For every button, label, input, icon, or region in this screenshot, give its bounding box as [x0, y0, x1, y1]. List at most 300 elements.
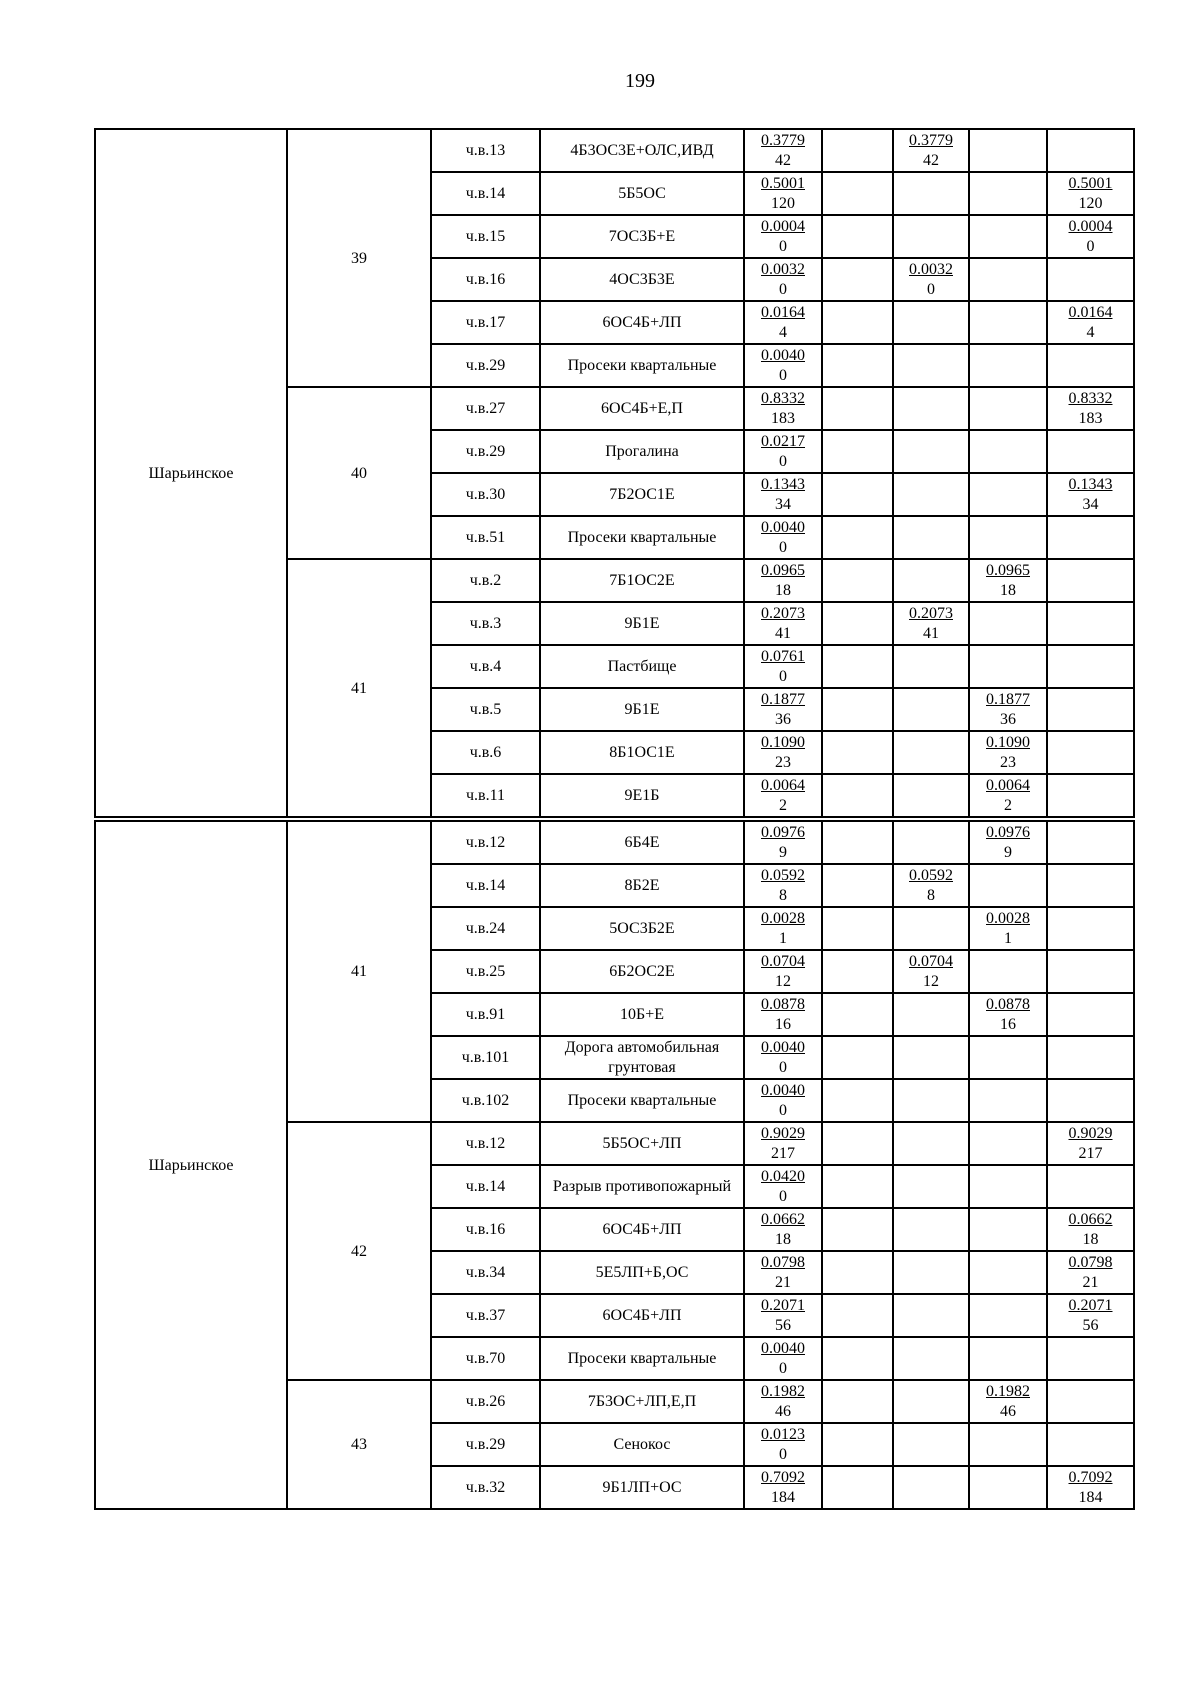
value-cell-c1: [744, 1380, 822, 1423]
fraction-value: [761, 217, 805, 257]
value-cell-c3: [893, 1466, 969, 1509]
description-cell: [540, 473, 744, 516]
volume-value: 120: [771, 194, 795, 212]
kvartal-cell: 41: [287, 821, 431, 1122]
area-value: 0.0965: [761, 561, 805, 579]
description-text: 6Б4Е: [624, 834, 660, 851]
fraction-value: [761, 346, 805, 386]
vydel-cell: ч.в.25: [431, 950, 540, 993]
description-cell: [540, 1423, 744, 1466]
value-cell-c3: [893, 1294, 969, 1337]
area-value: 0.0878: [761, 995, 805, 1013]
value-cell-c3: [893, 516, 969, 559]
value-cell-c5: [1047, 1380, 1134, 1423]
volume-value: 36: [1000, 710, 1016, 728]
value-cell-c5: [1047, 344, 1134, 387]
description-text: Просеки квартальные: [567, 1350, 717, 1367]
volume-value: 56: [1082, 1316, 1099, 1334]
vydel-cell: ч.в.2: [431, 559, 540, 602]
volume-value: 34: [1082, 495, 1099, 513]
value-cell-c4: [969, 258, 1047, 301]
value-cell-c5: [1047, 301, 1134, 344]
vydel-cell: ч.в.29: [431, 344, 540, 387]
volume-value: 184: [771, 1488, 795, 1506]
area-value: 0.0662: [761, 1210, 805, 1228]
kvartal-cell: 43: [287, 1380, 431, 1509]
value-cell-c3: [893, 602, 969, 645]
area-value: 0.1982: [986, 1382, 1030, 1400]
description-text: 9Е1Б: [624, 787, 660, 804]
area-value: 0.0976: [761, 823, 805, 841]
description-cell: [540, 559, 744, 602]
fraction-value: [761, 952, 805, 992]
area-value: 0.8332: [1068, 389, 1113, 407]
value-cell-c3: [893, 344, 969, 387]
area-value: 0.7092: [761, 1468, 805, 1486]
value-cell-c5: [1047, 645, 1134, 688]
fraction-value: [909, 952, 953, 992]
fraction-value: [761, 561, 805, 601]
area-value: 0.0064: [986, 776, 1030, 794]
volume-value: 0: [779, 366, 787, 384]
description-text: 7Б3ОС+ЛП,Е,П: [587, 1393, 697, 1410]
fraction-value: [986, 995, 1030, 1035]
value-cell-c5: [1047, 559, 1134, 602]
fraction-value: [761, 1253, 805, 1293]
area-value: 0.0965: [986, 561, 1030, 579]
value-cell-c2: [822, 731, 893, 774]
value-cell-c5: [1047, 774, 1134, 817]
vydel-cell: ч.в.12: [431, 821, 540, 864]
area-value: 0.0420: [761, 1167, 805, 1185]
volume-value: 8: [779, 886, 787, 904]
vydel-cell: ч.в.14: [431, 864, 540, 907]
value-cell-c2: [822, 821, 893, 864]
value-cell-c4: [969, 1251, 1047, 1294]
description-text: 5Е5ЛП+Б,ОС: [595, 1264, 689, 1281]
vydel-cell: ч.в.26: [431, 1380, 540, 1423]
description-cell: [540, 258, 744, 301]
volume-value: 0: [779, 1445, 787, 1463]
fraction-value: [1069, 1296, 1113, 1336]
value-cell-c5: [1047, 129, 1134, 172]
fraction-value: [909, 866, 953, 906]
value-cell-c1: [744, 258, 822, 301]
value-cell-c1: [744, 344, 822, 387]
value-cell-c4: [969, 1165, 1047, 1208]
volume-value: 217: [771, 1144, 795, 1162]
fraction-value: [761, 1081, 805, 1121]
value-cell-c4: [969, 172, 1047, 215]
value-cell-c3: [893, 1079, 969, 1122]
description-cell: [540, 344, 744, 387]
value-cell-c3: [893, 1208, 969, 1251]
volume-value: 0: [779, 1359, 787, 1377]
volume-value: 46: [775, 1402, 791, 1420]
fraction-value: [761, 1038, 805, 1078]
value-cell-c5: [1047, 1165, 1134, 1208]
value-cell-c4: [969, 1079, 1047, 1122]
volume-value: 42: [923, 151, 939, 169]
value-cell-c3: [893, 258, 969, 301]
description-cell: [540, 688, 744, 731]
description-text: 8Б2Е: [624, 877, 660, 894]
value-cell-c3: [893, 864, 969, 907]
value-cell-c3: [893, 731, 969, 774]
kvartal-cell: 42: [287, 1122, 431, 1380]
value-cell-c1: [744, 1251, 822, 1294]
area-value: 0.2073: [909, 604, 953, 622]
value-cell-c3: [893, 172, 969, 215]
volume-value: 12: [775, 972, 791, 990]
description-text: 10Б+Е: [620, 1006, 664, 1023]
value-cell-c2: [822, 1036, 893, 1079]
area-value: 0.0064: [761, 776, 805, 794]
description-text: Сенокос: [613, 1436, 671, 1453]
value-cell-c1: [744, 1423, 822, 1466]
vydel-cell: ч.в.6: [431, 731, 540, 774]
vydel-cell: ч.в.13: [431, 129, 540, 172]
fraction-value: [761, 1339, 805, 1379]
vydel-cell: ч.в.12: [431, 1122, 540, 1165]
volume-value: 183: [1078, 409, 1103, 427]
value-cell-c5: [1047, 731, 1134, 774]
value-cell-c1: [744, 129, 822, 172]
fraction-value: [986, 561, 1030, 601]
value-cell-c2: [822, 688, 893, 731]
value-cell-c4: [969, 1208, 1047, 1251]
area-value: 0.0040: [761, 346, 805, 364]
description-text: 4ОС3Б3Е: [609, 271, 675, 288]
volume-value: 2: [779, 796, 787, 814]
vydel-cell: ч.в.4: [431, 645, 540, 688]
volume-value: 16: [775, 1015, 791, 1033]
value-cell-c4: [969, 473, 1047, 516]
area-value: 0.5001: [1068, 174, 1113, 192]
vydel-cell: ч.в.51: [431, 516, 540, 559]
value-cell-c2: [822, 864, 893, 907]
value-cell-c3: [893, 1337, 969, 1380]
vydel-cell: ч.в.14: [431, 172, 540, 215]
value-cell-c1: [744, 301, 822, 344]
volume-value: 56: [775, 1316, 791, 1334]
value-cell-c3: [893, 473, 969, 516]
fraction-value: [761, 690, 805, 730]
fraction-value: [1069, 1210, 1113, 1250]
value-cell-c5: [1047, 1208, 1134, 1251]
volume-value: 16: [1000, 1015, 1016, 1033]
value-cell-c4: [969, 430, 1047, 473]
area-value: 0.3779: [909, 131, 953, 149]
fraction-value: [761, 131, 805, 171]
value-cell-c4: [969, 1294, 1047, 1337]
vydel-cell: ч.в.34: [431, 1251, 540, 1294]
area-value: 0.0976: [986, 823, 1030, 841]
value-cell-c3: [893, 387, 969, 430]
value-cell-c5: [1047, 516, 1134, 559]
fraction-value: [761, 1210, 805, 1250]
value-cell-c1: [744, 602, 822, 645]
value-cell-c2: [822, 387, 893, 430]
vydel-cell: ч.в.16: [431, 1208, 540, 1251]
value-cell-c5: [1047, 1337, 1134, 1380]
value-cell-c3: [893, 821, 969, 864]
description-cell: [540, 1380, 744, 1423]
fraction-value: [986, 1382, 1030, 1422]
value-cell-c2: [822, 1208, 893, 1251]
value-cell-c1: [744, 1208, 822, 1251]
fraction-value: [1069, 174, 1113, 214]
value-cell-c2: [822, 907, 893, 950]
value-cell-c5: [1047, 1466, 1134, 1509]
area-value: 0.5001: [761, 174, 805, 192]
value-cell-c3: [893, 1423, 969, 1466]
value-cell-c3: [893, 1165, 969, 1208]
value-cell-c1: [744, 1165, 822, 1208]
vydel-cell: ч.в.29: [431, 430, 540, 473]
forest-table-2: [94, 820, 1135, 1510]
value-cell-c5: [1047, 1122, 1134, 1165]
area-value: 0.0040: [761, 1038, 805, 1056]
value-cell-c2: [822, 301, 893, 344]
area-value: 0.1090: [761, 733, 805, 751]
fraction-value: [761, 776, 805, 816]
description-cell: [540, 172, 744, 215]
value-cell-c4: [969, 731, 1047, 774]
value-cell-c5: [1047, 688, 1134, 731]
volume-value: 0: [779, 1101, 787, 1119]
fraction-value: [986, 823, 1030, 863]
value-cell-c5: [1047, 602, 1134, 645]
area-value: 0.7092: [1068, 1468, 1113, 1486]
value-cell-c4: [969, 645, 1047, 688]
description-cell: [540, 301, 744, 344]
vydel-cell: ч.в.102: [431, 1079, 540, 1122]
volume-value: 4: [1086, 323, 1095, 341]
description-text: 4Б3ОС3Е+ОЛС,ИВД: [570, 142, 714, 159]
value-cell-c1: [744, 1337, 822, 1380]
area-value: 0.2073: [761, 604, 805, 622]
volume-value: 21: [1082, 1273, 1099, 1291]
fraction-value: [986, 690, 1030, 730]
description-cell: [540, 645, 744, 688]
vydel-cell: ч.в.3: [431, 602, 540, 645]
value-cell-c2: [822, 1251, 893, 1294]
volume-value: 46: [1000, 1402, 1016, 1420]
fraction-value: [761, 174, 805, 214]
value-cell-c1: [744, 430, 822, 473]
area-value: 0.0164: [1068, 303, 1113, 321]
volume-value: 1: [779, 929, 787, 947]
value-cell-c3: [893, 645, 969, 688]
area-value: 0.0028: [761, 909, 805, 927]
value-cell-c1: [744, 172, 822, 215]
fraction-value: [1069, 389, 1113, 429]
fraction-value: [761, 518, 805, 558]
area-value: 0.1877: [986, 690, 1030, 708]
area-value: 0.2071: [761, 1296, 805, 1314]
description-text: 5Б5ОС: [618, 185, 666, 202]
value-cell-c5: [1047, 1251, 1134, 1294]
description-text: Пастбище: [607, 658, 677, 675]
description-cell: [540, 907, 744, 950]
value-cell-c2: [822, 774, 893, 817]
value-cell-c4: [969, 1036, 1047, 1079]
description-text: 6ОС4Б+ЛП: [602, 314, 682, 331]
value-cell-c1: [744, 688, 822, 731]
fraction-value: [761, 432, 805, 472]
value-cell-c5: [1047, 215, 1134, 258]
area-value: 0.1343: [1068, 475, 1113, 493]
description-cell: [540, 516, 744, 559]
value-cell-c3: [893, 129, 969, 172]
area-value: 0.9029: [761, 1124, 805, 1142]
district-cell: Шарьинское: [95, 821, 287, 1509]
value-cell-c2: [822, 1423, 893, 1466]
fraction-value: [761, 647, 805, 687]
value-cell-c2: [822, 516, 893, 559]
area-value: 0.0704: [761, 952, 805, 970]
value-cell-c4: [969, 387, 1047, 430]
description-cell: [540, 821, 744, 864]
value-cell-c4: [969, 215, 1047, 258]
fraction-value: [986, 733, 1030, 773]
value-cell-c4: [969, 1423, 1047, 1466]
value-cell-c4: [969, 1466, 1047, 1509]
value-cell-c5: [1047, 473, 1134, 516]
value-cell-c3: [893, 559, 969, 602]
fraction-value: [761, 389, 805, 429]
value-cell-c4: [969, 559, 1047, 602]
value-cell-c4: [969, 344, 1047, 387]
fraction-value: [761, 260, 805, 300]
value-cell-c5: [1047, 258, 1134, 301]
description-cell: [540, 1337, 744, 1380]
value-cell-c4: [969, 950, 1047, 993]
volume-value: 23: [1000, 753, 1016, 771]
description-text: Прогалина: [605, 443, 679, 460]
value-cell-c2: [822, 1122, 893, 1165]
forest-table-1: [94, 128, 1135, 818]
volume-value: 0: [779, 280, 787, 298]
fraction-value: [761, 604, 805, 644]
description-cell: [540, 1251, 744, 1294]
description-text: Просеки квартальные: [567, 529, 717, 546]
area-value: 0.0662: [1068, 1210, 1113, 1228]
fraction-value: [909, 604, 953, 644]
value-cell-c2: [822, 172, 893, 215]
description-cell: [540, 1079, 744, 1122]
value-cell-c2: [822, 1380, 893, 1423]
vydel-cell: ч.в.5: [431, 688, 540, 731]
description-cell: [540, 1294, 744, 1337]
fraction-value: [1069, 303, 1113, 343]
area-value: 0.3779: [761, 131, 805, 149]
value-cell-c5: [1047, 864, 1134, 907]
value-cell-c4: [969, 1380, 1047, 1423]
value-cell-c1: [744, 821, 822, 864]
description-cell: [540, 950, 744, 993]
value-cell-c1: [744, 907, 822, 950]
description-cell: [540, 1165, 744, 1208]
area-value: 0.0704: [909, 952, 953, 970]
description-text: 9Б1Е: [624, 701, 660, 718]
value-cell-c2: [822, 645, 893, 688]
vydel-cell: ч.в.11: [431, 774, 540, 817]
value-cell-c4: [969, 993, 1047, 1036]
volume-value: 8: [927, 886, 935, 904]
volume-value: 36: [775, 710, 791, 728]
value-cell-c5: [1047, 907, 1134, 950]
description-cell: [540, 993, 744, 1036]
kvartal-cell: 40: [287, 387, 431, 559]
description-text: 8Б1ОС1Е: [609, 744, 675, 761]
table-row: [95, 129, 1134, 172]
volume-value: 0: [779, 1187, 787, 1205]
value-cell-c2: [822, 430, 893, 473]
volume-value: 0: [779, 667, 787, 685]
description-cell: [540, 129, 744, 172]
description-text: 7Б1ОС2Е: [609, 572, 675, 589]
value-cell-c4: [969, 602, 1047, 645]
area-value: 0.1982: [761, 1382, 805, 1400]
value-cell-c2: [822, 1294, 893, 1337]
fraction-value: [761, 733, 805, 773]
vydel-cell: ч.в.27: [431, 387, 540, 430]
description-text: Просеки квартальные: [567, 357, 717, 374]
description-cell: [540, 1466, 744, 1509]
volume-value: 23: [775, 753, 791, 771]
area-value: 0.0032: [909, 260, 953, 278]
value-cell-c1: [744, 473, 822, 516]
table-row: [95, 821, 1134, 864]
volume-value: 2: [1004, 796, 1012, 814]
fraction-value: [761, 475, 805, 515]
value-cell-c1: [744, 993, 822, 1036]
area-value: 0.0878: [986, 995, 1030, 1013]
value-cell-c2: [822, 602, 893, 645]
value-cell-c1: [744, 1122, 822, 1165]
description-text: 5Б5ОС+ЛП: [602, 1135, 682, 1152]
value-cell-c5: [1047, 1036, 1134, 1079]
vydel-cell: ч.в.29: [431, 1423, 540, 1466]
description-cell: [540, 1036, 744, 1079]
value-cell-c2: [822, 1165, 893, 1208]
area-value: 0.8332: [761, 389, 805, 407]
page-number: 199: [625, 70, 655, 92]
volume-value: 18: [775, 581, 791, 599]
area-value: 0.0592: [761, 866, 805, 884]
value-cell-c2: [822, 129, 893, 172]
value-cell-c4: [969, 1337, 1047, 1380]
value-cell-c1: [744, 387, 822, 430]
description-cell: [540, 1208, 744, 1251]
volume-value: 0: [779, 538, 787, 556]
volume-value: 0: [1086, 237, 1095, 255]
value-cell-c2: [822, 1079, 893, 1122]
fraction-value: [761, 866, 805, 906]
area-value: 0.0798: [761, 1253, 805, 1271]
area-value: 0.0123: [761, 1425, 805, 1443]
area-value: 0.1343: [761, 475, 805, 493]
value-cell-c3: [893, 430, 969, 473]
area-value: 0.0004: [1068, 217, 1113, 235]
volume-value: 18: [1082, 1230, 1099, 1248]
value-cell-c2: [822, 1337, 893, 1380]
value-cell-c5: [1047, 1079, 1134, 1122]
value-cell-c3: [893, 688, 969, 731]
vydel-cell: ч.в.14: [431, 1165, 540, 1208]
